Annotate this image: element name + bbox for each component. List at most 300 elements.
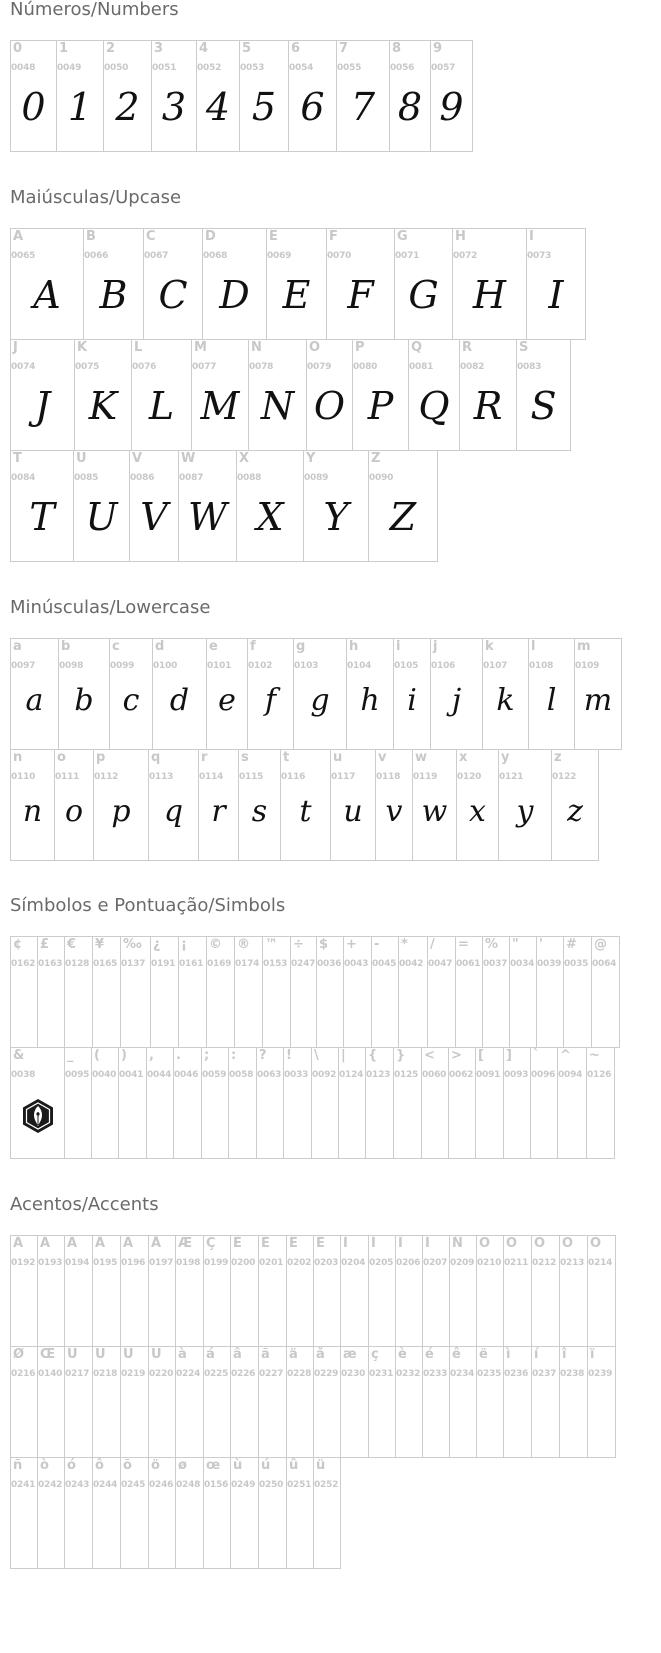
char-label: ) bbox=[121, 1048, 127, 1063]
glyph-cell bbox=[148, 749, 199, 861]
char-label: o bbox=[57, 750, 66, 765]
char-label: 8 bbox=[392, 41, 402, 56]
glyph-cell bbox=[37, 1235, 65, 1347]
char-code: 0206 bbox=[396, 1258, 421, 1268]
glyph-cell bbox=[422, 1346, 450, 1458]
char-code: 0217 bbox=[65, 1369, 90, 1379]
char-code: 0192 bbox=[11, 1258, 36, 1268]
glyph-cell bbox=[203, 1457, 231, 1569]
char-code: 0113 bbox=[149, 772, 174, 782]
glyph-cell bbox=[536, 936, 564, 1048]
glyph-cell bbox=[475, 1047, 504, 1159]
char-code: 0231 bbox=[369, 1369, 394, 1379]
char-code: 0035 bbox=[564, 959, 589, 969]
char-label: ü bbox=[316, 1458, 326, 1473]
glyph-cell bbox=[559, 1235, 588, 1347]
glyph-cell bbox=[202, 228, 267, 340]
glyph-cell bbox=[258, 1235, 287, 1347]
glyph-cell bbox=[203, 1346, 231, 1458]
char-code: 0123 bbox=[366, 1070, 391, 1080]
glyph-cell bbox=[430, 638, 483, 750]
glyph-cell bbox=[143, 228, 203, 340]
char-label: M bbox=[194, 340, 207, 355]
glyph-cell bbox=[293, 638, 347, 750]
char-code: 0077 bbox=[192, 362, 217, 372]
char-code: 0034 bbox=[510, 959, 535, 969]
glyph-sample: k bbox=[496, 683, 515, 718]
char-code: 0062 bbox=[449, 1070, 474, 1080]
char-code: 0109 bbox=[575, 661, 600, 671]
char-label: n bbox=[13, 750, 23, 765]
char-code: 0122 bbox=[552, 772, 577, 782]
section-title-maiusculas-upcase: Maiúsculas/Upcase bbox=[10, 187, 182, 208]
char-code: 0205 bbox=[369, 1258, 394, 1268]
char-label: á bbox=[206, 1347, 215, 1362]
glyph-cell bbox=[64, 1457, 93, 1569]
char-label: B bbox=[86, 229, 96, 244]
char-code: 0048 bbox=[11, 63, 36, 73]
char-label: c bbox=[112, 639, 120, 654]
char-label: £ bbox=[40, 937, 50, 952]
char-code: 0191 bbox=[151, 959, 176, 969]
glyph-sample: h bbox=[360, 683, 380, 718]
char-label: j bbox=[433, 639, 438, 654]
glyph-cell bbox=[395, 1346, 423, 1458]
char-label: 0 bbox=[13, 41, 23, 56]
char-code: 0201 bbox=[259, 1258, 284, 1268]
char-label: Z bbox=[371, 451, 381, 466]
glyph-sample: H bbox=[472, 273, 507, 317]
char-label: õ bbox=[123, 1458, 132, 1473]
glyph-cell bbox=[559, 1346, 588, 1458]
char-label: b bbox=[61, 639, 71, 654]
char-code: 0174 bbox=[235, 959, 260, 969]
char-label: F bbox=[329, 229, 338, 244]
char-label: y bbox=[501, 750, 510, 765]
char-code: 0074 bbox=[11, 362, 36, 372]
char-code: 0055 bbox=[337, 63, 362, 73]
glyph-cell bbox=[286, 1346, 314, 1458]
char-label: ã bbox=[261, 1347, 270, 1362]
char-label: . bbox=[176, 1048, 181, 1063]
char-code: 0156 bbox=[204, 1480, 229, 1490]
char-label: N bbox=[251, 340, 262, 355]
char-code: 0198 bbox=[176, 1258, 201, 1268]
char-label: Ø bbox=[13, 1347, 25, 1362]
char-code: 0165 bbox=[93, 959, 118, 969]
char-code: 0044 bbox=[147, 1070, 172, 1080]
glyph-sample: Y bbox=[323, 495, 349, 539]
glyph-cell bbox=[343, 936, 372, 1048]
glyph-cell bbox=[368, 1235, 396, 1347]
char-label: Õ bbox=[562, 1236, 574, 1251]
glyph-cell bbox=[230, 1346, 259, 1458]
char-code: 0043 bbox=[344, 959, 369, 969]
glyph-cell bbox=[120, 1457, 149, 1569]
char-label: 3 bbox=[154, 41, 164, 56]
glyph-cell bbox=[551, 749, 599, 861]
glyph-cell bbox=[74, 339, 132, 451]
glyph-cell bbox=[152, 638, 207, 750]
char-label: & bbox=[13, 1048, 25, 1063]
char-label: à bbox=[178, 1347, 187, 1362]
char-label: w bbox=[415, 750, 428, 765]
glyph-cell bbox=[528, 638, 575, 750]
char-code: 0084 bbox=[11, 473, 36, 483]
char-code: 0054 bbox=[289, 63, 314, 73]
char-label: e bbox=[209, 639, 218, 654]
glyph-sample: T bbox=[29, 495, 55, 539]
glyph-cell bbox=[58, 638, 110, 750]
char-code: 0065 bbox=[11, 251, 36, 261]
char-code: 0128 bbox=[65, 959, 90, 969]
char-label: l bbox=[531, 639, 536, 654]
char-code: 0252 bbox=[314, 1480, 339, 1490]
glyph-cell bbox=[258, 1457, 287, 1569]
glyph-sample: L bbox=[148, 384, 175, 428]
glyph-sample: B bbox=[99, 273, 128, 317]
glyph-cell bbox=[393, 1047, 422, 1159]
glyph-cell bbox=[482, 638, 529, 750]
char-label: _ bbox=[67, 1048, 74, 1063]
glyph-sample: F bbox=[347, 273, 374, 317]
char-code: 0064 bbox=[592, 959, 617, 969]
char-label: 9 bbox=[433, 41, 443, 56]
glyph-cell bbox=[408, 339, 460, 451]
char-label: Å bbox=[151, 1236, 162, 1251]
glyph-sample: y bbox=[516, 794, 534, 829]
char-code: 0066 bbox=[84, 251, 109, 261]
char-label: v bbox=[378, 750, 387, 765]
glyph-cell bbox=[448, 1047, 476, 1159]
glyph-sample: 3 bbox=[161, 85, 187, 129]
char-code: 0091 bbox=[476, 1070, 501, 1080]
char-label: í bbox=[534, 1347, 539, 1362]
char-label: Æ bbox=[178, 1236, 193, 1251]
char-code: 0229 bbox=[314, 1369, 339, 1379]
char-code: 0040 bbox=[92, 1070, 117, 1080]
char-code: 0112 bbox=[94, 772, 119, 782]
char-code: 0036 bbox=[317, 959, 342, 969]
char-code: 0246 bbox=[149, 1480, 174, 1490]
glyph-cell bbox=[389, 40, 431, 152]
char-label: Ö bbox=[590, 1236, 602, 1251]
glyph-cell bbox=[196, 40, 240, 152]
glyph-sample: r bbox=[211, 794, 226, 829]
glyph-sample: P bbox=[367, 384, 394, 428]
char-code: 0214 bbox=[588, 1258, 613, 1268]
glyph-sample: S bbox=[530, 384, 557, 428]
char-code: 0119 bbox=[413, 772, 438, 782]
glyph-cell bbox=[37, 1346, 65, 1458]
char-label: å bbox=[316, 1347, 325, 1362]
char-label: : bbox=[231, 1048, 237, 1063]
char-code: 0230 bbox=[341, 1369, 366, 1379]
glyph-cell bbox=[92, 1346, 121, 1458]
char-label: U bbox=[76, 451, 87, 466]
glyph-cell bbox=[266, 228, 327, 340]
char-label: K bbox=[77, 340, 88, 355]
char-label: Y bbox=[306, 451, 316, 466]
glyph-cell bbox=[92, 1457, 121, 1569]
char-code: 0202 bbox=[287, 1258, 312, 1268]
glyph-cell bbox=[427, 936, 456, 1048]
glyph-cell bbox=[340, 1346, 369, 1458]
glyph-cell bbox=[482, 936, 510, 1048]
char-label: C bbox=[146, 229, 156, 244]
glyph-cell bbox=[73, 450, 130, 562]
char-code: 0245 bbox=[121, 1480, 146, 1490]
char-label: û bbox=[289, 1458, 299, 1473]
glyph-cell bbox=[336, 40, 390, 152]
pen-nib-logo-icon bbox=[21, 1098, 55, 1138]
glyph-cell bbox=[10, 1235, 38, 1347]
char-code: 0094 bbox=[558, 1070, 583, 1080]
glyph-sample: 9 bbox=[439, 85, 464, 129]
glyph-cell bbox=[10, 40, 57, 152]
char-label: 1 bbox=[59, 41, 69, 56]
char-label: r bbox=[201, 750, 208, 765]
char-label: È bbox=[233, 1236, 242, 1251]
glyph-cell bbox=[459, 339, 517, 451]
glyph-cell bbox=[37, 936, 65, 1048]
char-code: 0060 bbox=[422, 1070, 447, 1080]
glyph-cell bbox=[476, 1235, 504, 1347]
glyph-sample: 0 bbox=[21, 85, 46, 129]
char-label: k bbox=[485, 639, 494, 654]
glyph-cell bbox=[203, 1235, 231, 1347]
glyph-cell bbox=[236, 450, 304, 562]
glyph-cell bbox=[509, 936, 537, 1048]
char-code: 0057 bbox=[431, 63, 456, 73]
glyph-cell bbox=[175, 1235, 204, 1347]
char-label: ë bbox=[479, 1347, 488, 1362]
char-code: 0227 bbox=[259, 1369, 284, 1379]
char-code: 0195 bbox=[93, 1258, 118, 1268]
char-label: À bbox=[13, 1236, 24, 1251]
char-label: 5 bbox=[242, 41, 252, 56]
char-code: 0196 bbox=[121, 1258, 146, 1268]
char-label: G bbox=[397, 229, 408, 244]
char-code: 0110 bbox=[11, 772, 36, 782]
glyph-cell bbox=[346, 638, 394, 750]
char-code: 0218 bbox=[93, 1369, 118, 1379]
char-label: ó bbox=[67, 1458, 76, 1473]
glyph-cell bbox=[476, 1346, 504, 1458]
char-code: 0051 bbox=[152, 63, 177, 73]
char-label: Ä bbox=[123, 1236, 134, 1251]
char-code: 0093 bbox=[504, 1070, 529, 1080]
char-code: 0061 bbox=[456, 959, 481, 969]
char-label: Ñ bbox=[452, 1236, 463, 1251]
char-code: 0114 bbox=[199, 772, 224, 782]
char-label: A bbox=[13, 229, 24, 244]
glyph-cell bbox=[120, 936, 151, 1048]
char-code: 0203 bbox=[314, 1258, 339, 1268]
char-label: ` bbox=[533, 1048, 540, 1063]
char-code: 0088 bbox=[237, 473, 262, 483]
char-code: 0033 bbox=[284, 1070, 309, 1080]
glyph-cell bbox=[587, 1235, 616, 1347]
glyph-cell bbox=[64, 936, 93, 1048]
glyph-cell bbox=[118, 1047, 147, 1159]
char-label: < bbox=[424, 1048, 435, 1063]
glyph-cell bbox=[371, 936, 399, 1048]
glyph-cell bbox=[452, 228, 527, 340]
char-label: © bbox=[209, 937, 222, 952]
glyph-cell bbox=[258, 1346, 287, 1458]
glyph-cell bbox=[198, 749, 239, 861]
glyph-sample: u bbox=[343, 794, 363, 829]
char-code: 0116 bbox=[281, 772, 306, 782]
char-code: 0244 bbox=[93, 1480, 118, 1490]
glyph-cell bbox=[206, 638, 248, 750]
glyph-sample: f bbox=[264, 683, 277, 718]
glyph-cell bbox=[146, 1047, 174, 1159]
glyph-cell bbox=[574, 638, 622, 750]
glyph-sample: J bbox=[34, 384, 51, 428]
char-label: 7 bbox=[339, 41, 349, 56]
char-label: 4 bbox=[199, 41, 209, 56]
glyph-cell bbox=[586, 1047, 615, 1159]
char-code: 0097 bbox=[11, 661, 36, 671]
glyph-cell bbox=[201, 1047, 229, 1159]
char-code: 0106 bbox=[431, 661, 456, 671]
char-code: 0232 bbox=[396, 1369, 421, 1379]
glyph-cell bbox=[311, 1047, 339, 1159]
char-label: W bbox=[181, 451, 196, 466]
glyph-cell bbox=[64, 1235, 93, 1347]
glyph-cell bbox=[37, 1457, 65, 1569]
char-code: 0045 bbox=[372, 959, 397, 969]
glyph-cell bbox=[56, 40, 104, 152]
char-code: 0041 bbox=[119, 1070, 144, 1080]
char-code: 0153 bbox=[263, 959, 288, 969]
char-code: 0076 bbox=[132, 362, 157, 372]
char-code: 0220 bbox=[149, 1369, 174, 1379]
glyph-cell bbox=[306, 339, 353, 451]
char-code: 0228 bbox=[287, 1369, 312, 1379]
char-code: 0085 bbox=[74, 473, 99, 483]
char-label: J bbox=[13, 340, 18, 355]
glyph-cell bbox=[422, 1235, 450, 1347]
char-code: 0193 bbox=[38, 1258, 63, 1268]
char-code: 0239 bbox=[588, 1369, 613, 1379]
char-code: 0071 bbox=[395, 251, 420, 261]
char-code: 0118 bbox=[376, 772, 401, 782]
glyph-cell bbox=[91, 1047, 119, 1159]
glyph-sample: d bbox=[169, 683, 190, 718]
char-label: > bbox=[451, 1048, 462, 1063]
glyph-cell bbox=[421, 1047, 449, 1159]
char-label: Ì bbox=[343, 1236, 348, 1251]
glyph-sample: M bbox=[200, 384, 240, 428]
char-code: 0047 bbox=[428, 959, 453, 969]
char-code: 0163 bbox=[38, 959, 63, 969]
char-label: ' bbox=[539, 937, 543, 952]
char-label: Ç bbox=[206, 1236, 216, 1251]
char-code: 0069 bbox=[267, 251, 292, 261]
char-code: 0210 bbox=[477, 1258, 502, 1268]
glyph-sample: i bbox=[407, 683, 417, 718]
glyph-cell bbox=[54, 749, 94, 861]
char-label: ÷ bbox=[293, 937, 304, 952]
char-label: i bbox=[396, 639, 401, 654]
glyph-cell bbox=[557, 1047, 587, 1159]
char-code: 0092 bbox=[312, 1070, 337, 1080]
glyph-cell bbox=[230, 1457, 259, 1569]
char-code: 0099 bbox=[110, 661, 135, 671]
char-label: è bbox=[398, 1347, 407, 1362]
char-label: " bbox=[512, 937, 519, 952]
glyph-sample: C bbox=[158, 273, 188, 317]
char-label: Ù bbox=[67, 1347, 78, 1362]
char-code: 0234 bbox=[450, 1369, 475, 1379]
char-code: 0067 bbox=[144, 251, 169, 261]
char-code: 0080 bbox=[353, 362, 378, 372]
char-code: 0226 bbox=[231, 1369, 256, 1379]
glyph-cell bbox=[173, 1047, 202, 1159]
char-label: O bbox=[309, 340, 321, 355]
char-label: 6 bbox=[291, 41, 301, 56]
glyph-cell bbox=[316, 936, 344, 1048]
char-label: I bbox=[529, 229, 534, 244]
char-label: ? bbox=[259, 1048, 267, 1063]
section-title-acentos-accents: Acentos/Accents bbox=[10, 1194, 159, 1215]
char-label: Û bbox=[123, 1347, 134, 1362]
char-label: ï bbox=[590, 1347, 595, 1362]
glyph-cell bbox=[430, 40, 473, 152]
char-code: 0087 bbox=[179, 473, 204, 483]
char-code: 0211 bbox=[504, 1258, 529, 1268]
glyph-cell bbox=[449, 1346, 477, 1458]
char-label: ú bbox=[261, 1458, 271, 1473]
char-code: 0197 bbox=[149, 1258, 174, 1268]
char-code: 0081 bbox=[409, 362, 434, 372]
char-label: ñ bbox=[13, 1458, 23, 1473]
glyph-cell bbox=[64, 1047, 92, 1159]
char-label: ù bbox=[233, 1458, 243, 1473]
char-label: L bbox=[134, 340, 143, 355]
glyph-sample: E bbox=[282, 273, 311, 317]
glyph-cell bbox=[563, 936, 592, 1048]
glyph-cell bbox=[10, 1457, 38, 1569]
section-title-minusculas-lowercase: Minúsculas/Lowercase bbox=[10, 597, 211, 618]
char-label: H bbox=[455, 229, 466, 244]
char-label: Ï bbox=[425, 1236, 430, 1251]
char-label: f bbox=[250, 639, 256, 654]
char-code: 0101 bbox=[207, 661, 232, 671]
glyph-cell bbox=[228, 1047, 257, 1159]
glyph-sample: 2 bbox=[115, 85, 140, 129]
glyph-cell bbox=[175, 1346, 204, 1458]
glyph-sample: K bbox=[88, 384, 118, 428]
char-label: T bbox=[13, 451, 22, 466]
char-code: 0086 bbox=[130, 473, 155, 483]
glyph-sample: A bbox=[33, 273, 61, 317]
glyph-sample: b bbox=[74, 683, 94, 718]
char-label: Ë bbox=[316, 1236, 325, 1251]
char-label: ® bbox=[237, 937, 250, 952]
glyph-cell bbox=[498, 749, 552, 861]
glyph-cell bbox=[10, 450, 74, 562]
char-label: ‰ bbox=[123, 937, 142, 952]
char-label: Á bbox=[40, 1236, 51, 1251]
char-label: D bbox=[205, 229, 216, 244]
char-code: 0161 bbox=[179, 959, 204, 969]
glyph-cell bbox=[64, 1346, 93, 1458]
glyph-cell bbox=[247, 638, 294, 750]
